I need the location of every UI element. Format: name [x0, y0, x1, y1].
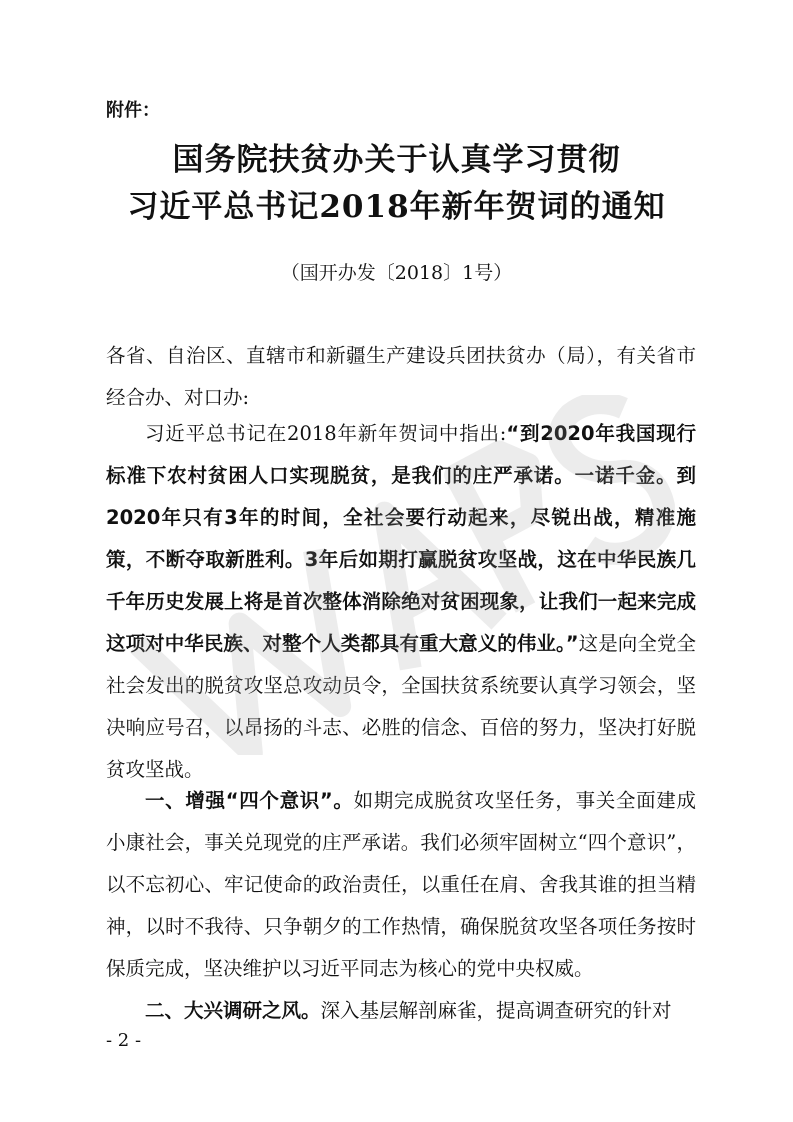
paragraph-1-quote: “到2020年我国现行标准下农村贫困人口实现脱贫，是我们的庄严承诺。一诺千金。到2020年只有3年的时间，全社会要行动起来，尽锐出战，精准施策，不断夺取新胜利。3年后如期打赢脱贫攻坚战，这在中华民族几千年历史发展上将是首次整体消除绝对贫困现象，让我们一起来完成这项对中华民族、对整个人类都具有重大意义的伟业。” — [106, 422, 696, 655]
paragraph-1 — [106, 413, 696, 791]
paragraph-1-rest: 这是向全党全社会发出的脱贫攻坚总攻动员令，全国扶贫系统要认真学习领会，坚决响应号召，以昂扬的斗志、必胜的信念、百倍的努力，坚决打好脱贫攻坚战。 — [106, 632, 696, 781]
paragraph-2 — [106, 780, 696, 990]
attachment-label: 附件： — [106, 100, 160, 121]
paragraph-1-lead: 习近平总书记在2018年新年贺词中指出: — [145, 422, 507, 445]
paragraph-3 — [106, 990, 696, 1032]
paragraph-2-heading: 一、增强“四个意识”。 — [145, 789, 354, 812]
paragraph-3-body: 深入基层解剖麻雀，提高调查研究的针对 — [320, 999, 672, 1022]
document-number: （国开办发〔2018〕1号） — [280, 262, 513, 284]
addressee-paragraph: 各省、自治区、直辖市和新疆生产建设兵团扶贫办（局），有关省市经合办、对口办: — [106, 344, 696, 409]
paragraph-3-heading: 二、大兴调研之风。 — [145, 999, 321, 1022]
paragraph-2-body: 如期完成脱贫攻坚任务，事关全面建成小康社会，事关兑现党的庄严承诺。我们必须牢固树立“四个意识”，以不忘初心、牢记使命的政治责任，以重任在肩、舍我其谁的担当精神，以时不我待、只争朝夕的工作热情，确保脱贫攻坚各项任务按时保质完成，坚决维护以习近平同志为核心的党中央权威。 — [106, 789, 696, 980]
page-number: - 2 - — [106, 1030, 142, 1051]
title-line-1: 国务院扶贫办关于认真学习贯彻 — [172, 142, 621, 178]
title-line-2: 习近平总书记2018年新年贺词的通知 — [127, 189, 666, 225]
